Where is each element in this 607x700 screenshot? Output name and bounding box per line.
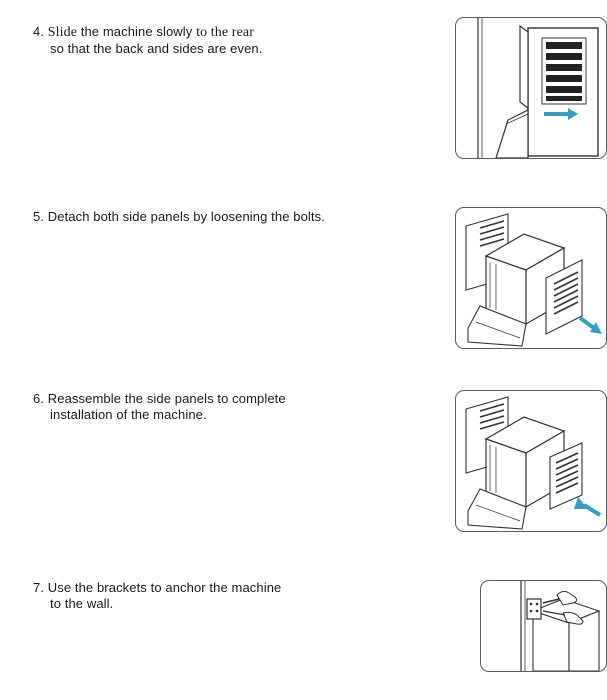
step-5-number: 5. <box>33 209 45 224</box>
detach-side-panels-icon <box>456 208 606 348</box>
step-4-number: 4. <box>33 24 45 39</box>
step-5-text-line1: Detach both side panels by loosening the bolts. <box>47 209 325 224</box>
step-5-illustration <box>455 207 607 349</box>
step-4-text-line2: so that the back and sides are even. <box>50 41 263 56</box>
slide-machine-rear-icon <box>456 18 606 158</box>
step-6-instruction <box>33 391 286 423</box>
step-4-text-b: the machine slowly <box>77 24 197 39</box>
step-7-number: 7. <box>33 580 45 595</box>
step-4-text-a: Slide <box>47 25 78 40</box>
step-6-illustration <box>455 390 607 532</box>
step-4-illustration <box>455 17 607 159</box>
step-6-text-line1: Reassemble the side panels to complete <box>47 391 286 406</box>
anchor-brackets-wall-icon <box>481 581 606 671</box>
step-5-instruction <box>33 209 325 225</box>
step-7-illustration <box>480 580 607 672</box>
step-7-text-line1: Use the brackets to anchor the machine <box>47 580 282 595</box>
step-6-number: 6. <box>33 391 45 406</box>
step-6-text-line2: installation of the machine. <box>50 407 207 422</box>
reassemble-side-panels-icon <box>456 391 606 531</box>
step-7-text-line2: to the wall. <box>50 596 114 611</box>
step-4-instruction <box>33 24 262 57</box>
step-7-instruction <box>33 580 281 612</box>
step-4-text-c: to the rear <box>196 25 254 40</box>
